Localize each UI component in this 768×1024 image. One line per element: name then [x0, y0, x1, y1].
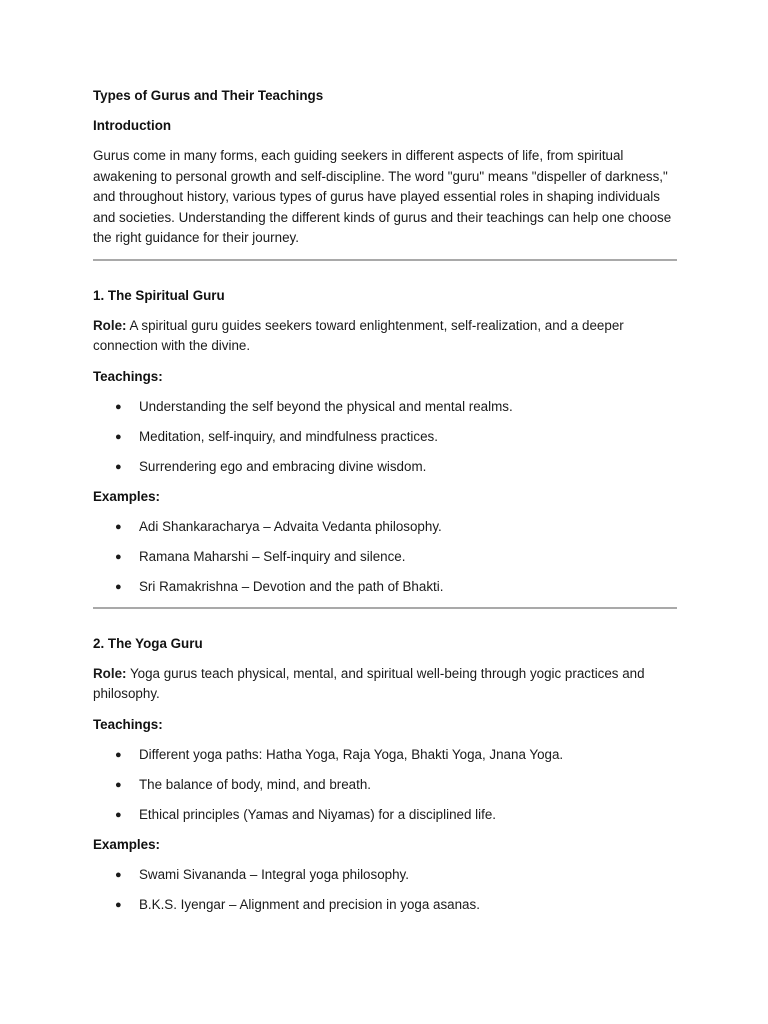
role-text: Yoga gurus teach physical, mental, and spiritual well-being through yogic practices and philosophy.	[93, 665, 645, 701]
list-item-text: Different yoga paths: Hatha Yoga, Raja Yoga, Bhakti Yoga, Jnana Yoga.	[139, 746, 564, 762]
list-item-text: Meditation, self-inquiry, and mindfulness practices.	[139, 428, 438, 444]
list-item	[93, 547, 677, 567]
section-title-spiritual-guru: 1. The Spiritual Guru	[93, 287, 225, 303]
list-item-text: Understanding the self beyond the physical and mental realms.	[139, 398, 513, 414]
role-label: Role:	[93, 317, 127, 333]
examples-list	[93, 517, 677, 597]
list-item-text: Sri Ramakrishna – Devotion and the path of Bhakti.	[139, 578, 444, 594]
list-item	[93, 895, 677, 915]
bullet-icon: ●	[115, 520, 122, 533]
section-title-yoga-guru: 2. The Yoga Guru	[93, 635, 203, 651]
bullet-icon: ●	[115, 430, 122, 443]
list-item-text: The balance of body, mind, and breath.	[139, 776, 372, 792]
examples-list	[93, 865, 677, 915]
introduction-heading: Introduction	[93, 118, 172, 133]
bullet-icon: ●	[115, 400, 122, 413]
bullet-icon: ●	[115, 460, 122, 473]
examples-heading: Examples:	[93, 836, 160, 852]
teachings-list	[93, 397, 677, 477]
list-item-text: B.K.S. Iyengar – Alignment and precision in yoga asanas.	[139, 896, 480, 912]
list-item	[93, 745, 677, 765]
list-item	[93, 427, 677, 447]
examples-heading: Examples:	[93, 488, 160, 504]
role-paragraph	[93, 316, 677, 357]
list-item	[93, 517, 677, 537]
bullet-icon: ●	[115, 748, 122, 761]
list-item-text: Adi Shankaracharya – Advaita Vedanta philosophy.	[139, 518, 442, 534]
list-item	[93, 577, 677, 597]
role-paragraph	[93, 664, 677, 705]
introduction-text: Gurus come in many forms, each guiding seekers in different aspects of life, from spiritual awakening to personal growth and self-discipline. The word "guru" means "dispeller of darkness," and throughout history, various types of gurus have played essential roles in shaping individuals and societies. Understanding the different kinds of gurus and their teachings can help one choose the right guidance for their journey.	[93, 148, 672, 245]
bullet-icon: ●	[115, 550, 122, 563]
list-item-text: Swami Sivananda – Integral yoga philosophy.	[139, 866, 409, 882]
section-divider	[93, 259, 677, 261]
document-page	[93, 86, 677, 915]
list-item	[93, 775, 677, 795]
bullet-icon: ●	[115, 898, 122, 911]
teachings-heading: Teachings:	[93, 368, 163, 384]
teachings-heading: Teachings:	[93, 716, 163, 732]
role-label: Role:	[93, 665, 127, 681]
list-item-text: Ethical principles (Yamas and Niyamas) for a disciplined life.	[139, 806, 496, 822]
list-item-text: Ramana Maharshi – Self-inquiry and silence.	[139, 548, 406, 564]
bullet-icon: ●	[115, 808, 122, 821]
list-item	[93, 457, 677, 477]
list-item	[93, 397, 677, 417]
list-item	[93, 805, 677, 825]
list-item	[93, 865, 677, 885]
bullet-icon: ●	[115, 580, 122, 593]
list-item-text: Surrendering ego and embracing divine wisdom.	[139, 458, 427, 474]
role-text: A spiritual guru guides seekers toward enlightenment, self-realization, and a deeper connection with the divine.	[93, 317, 624, 353]
bullet-icon: ●	[115, 778, 122, 791]
bullet-icon: ●	[115, 868, 122, 881]
section-divider	[93, 607, 677, 609]
teachings-list	[93, 745, 677, 825]
document-title: Types of Gurus and Their Teachings	[93, 88, 324, 103]
